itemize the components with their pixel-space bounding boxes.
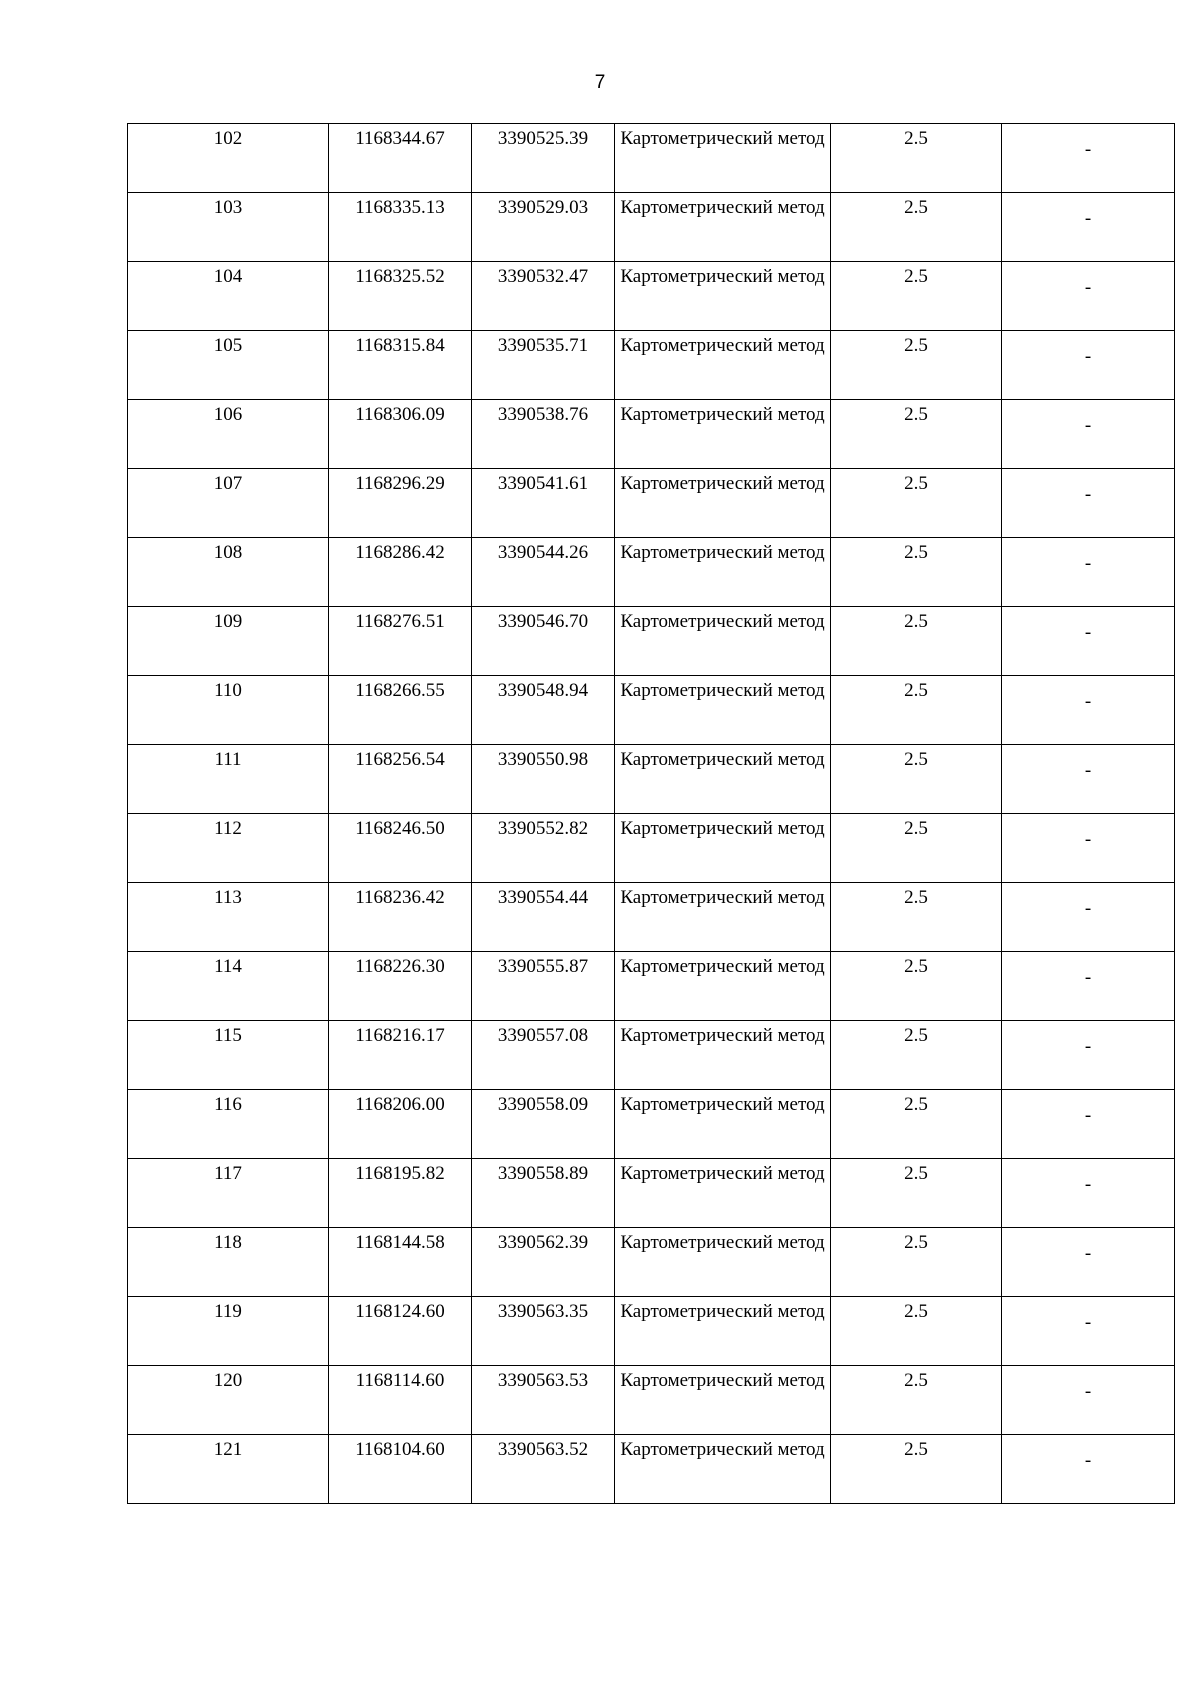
point-number-cell (128, 607, 329, 676)
note-cell (1002, 400, 1175, 469)
note: - (1084, 1173, 1092, 1195)
accuracy-cell (831, 193, 1002, 262)
x-coordinate: 1168335.13 (355, 197, 445, 218)
y-coordinate-cell (472, 883, 615, 952)
point-number: 104 (213, 266, 243, 287)
note-cell (1002, 193, 1175, 262)
y-coordinate-cell (472, 124, 615, 193)
note-cell (1002, 1159, 1175, 1228)
x-coordinate-cell (329, 538, 472, 607)
accuracy-cell (831, 1228, 1002, 1297)
note: - (1084, 1104, 1092, 1126)
point-number: 110 (214, 680, 242, 701)
x-coordinate-cell (329, 124, 472, 193)
accuracy: 2.5 (904, 335, 928, 356)
y-coordinate: 3390529.03 (497, 197, 589, 218)
table-row (128, 607, 1175, 676)
point-number-cell (128, 745, 329, 814)
method-cell (615, 469, 831, 538)
x-coordinate-cell (329, 1090, 472, 1159)
method-cell (615, 952, 831, 1021)
note-cell (1002, 1021, 1175, 1090)
x-coordinate: 1168195.82 (355, 1163, 445, 1184)
note: - (1084, 276, 1092, 298)
y-coordinate: 3390554.44 (497, 887, 589, 908)
method-cell (615, 1366, 831, 1435)
point-number-cell (128, 1228, 329, 1297)
x-coordinate-cell (329, 1228, 472, 1297)
point-number-cell (128, 469, 329, 538)
point-number: 103 (213, 197, 243, 218)
point-number-cell (128, 1297, 329, 1366)
y-coordinate: 3390563.35 (497, 1301, 589, 1322)
y-coordinate: 3390563.52 (497, 1439, 589, 1460)
y-coordinate-cell (472, 1435, 615, 1504)
y-coordinate-cell (472, 745, 615, 814)
method: Картометрический метод (620, 542, 825, 563)
y-coordinate-cell (472, 262, 615, 331)
point-number: 120 (213, 1370, 243, 1391)
method: Картометрический метод (620, 887, 825, 908)
point-number-cell (128, 124, 329, 193)
y-coordinate-cell (472, 1366, 615, 1435)
note: - (1084, 483, 1092, 505)
accuracy: 2.5 (904, 1370, 928, 1391)
method-cell (615, 124, 831, 193)
point-number: 116 (214, 1094, 242, 1115)
point-number: 115 (214, 1025, 242, 1046)
accuracy-cell (831, 400, 1002, 469)
y-coordinate-cell (472, 1228, 615, 1297)
table-row (128, 538, 1175, 607)
accuracy-cell (831, 1366, 1002, 1435)
table-row (128, 676, 1175, 745)
accuracy: 2.5 (904, 611, 928, 632)
accuracy-cell (831, 331, 1002, 400)
accuracy: 2.5 (904, 266, 928, 287)
method-cell (615, 1021, 831, 1090)
y-coordinate: 3390525.39 (497, 128, 589, 149)
table-row (128, 331, 1175, 400)
point-number: 114 (214, 956, 242, 977)
point-number-cell (128, 400, 329, 469)
accuracy: 2.5 (904, 887, 928, 908)
note: - (1084, 138, 1092, 160)
y-coordinate-cell (472, 1297, 615, 1366)
note-cell (1002, 124, 1175, 193)
y-coordinate: 3390535.71 (497, 335, 589, 356)
x-coordinate-cell (329, 193, 472, 262)
y-coordinate-cell (472, 400, 615, 469)
accuracy-cell (831, 538, 1002, 607)
y-coordinate: 3390546.70 (497, 611, 589, 632)
y-coordinate-cell (472, 676, 615, 745)
x-coordinate: 1168206.00 (355, 1094, 445, 1115)
point-number: 112 (214, 818, 242, 839)
x-coordinate-cell (329, 745, 472, 814)
method-cell (615, 193, 831, 262)
x-coordinate: 1168236.42 (355, 887, 445, 908)
method: Картометрический метод (620, 680, 825, 701)
table-row (128, 814, 1175, 883)
note-cell (1002, 469, 1175, 538)
x-coordinate: 1168306.09 (355, 404, 445, 425)
y-coordinate: 3390558.89 (497, 1163, 589, 1184)
point-number-cell (128, 952, 329, 1021)
note: - (1084, 966, 1092, 988)
accuracy: 2.5 (904, 128, 928, 149)
note: - (1084, 828, 1092, 850)
method-cell (615, 814, 831, 883)
x-coordinate-cell (329, 1366, 472, 1435)
accuracy-cell (831, 676, 1002, 745)
method-cell (615, 607, 831, 676)
y-coordinate: 3390538.76 (497, 404, 589, 425)
note-cell (1002, 1366, 1175, 1435)
note-cell (1002, 1297, 1175, 1366)
point-number: 105 (213, 335, 243, 356)
y-coordinate-cell (472, 193, 615, 262)
note: - (1084, 690, 1092, 712)
accuracy-cell (831, 883, 1002, 952)
accuracy-cell (831, 814, 1002, 883)
table-row (128, 883, 1175, 952)
method-cell (615, 1159, 831, 1228)
note-cell (1002, 1435, 1175, 1504)
note-cell (1002, 883, 1175, 952)
accuracy: 2.5 (904, 1232, 928, 1253)
accuracy: 2.5 (904, 1439, 928, 1460)
method: Картометрический метод (620, 404, 825, 425)
note: - (1084, 1449, 1092, 1471)
y-coordinate-cell (472, 814, 615, 883)
x-coordinate-cell (329, 400, 472, 469)
x-coordinate: 1168325.52 (355, 266, 445, 287)
accuracy-cell (831, 745, 1002, 814)
x-coordinate-cell (329, 607, 472, 676)
y-coordinate: 3390544.26 (497, 542, 589, 563)
point-number-cell (128, 331, 329, 400)
accuracy: 2.5 (904, 473, 928, 494)
x-coordinate: 1168246.50 (355, 818, 445, 839)
accuracy-cell (831, 469, 1002, 538)
accuracy-cell (831, 1021, 1002, 1090)
x-coordinate: 1168315.84 (355, 335, 445, 356)
point-number: 108 (213, 542, 243, 563)
method: Картометрический метод (620, 1439, 825, 1460)
table-row (128, 193, 1175, 262)
x-coordinate: 1168256.54 (355, 749, 445, 770)
point-number-cell (128, 883, 329, 952)
y-coordinate-cell (472, 538, 615, 607)
method-cell (615, 883, 831, 952)
accuracy: 2.5 (904, 1025, 928, 1046)
x-coordinate-cell (329, 1435, 472, 1504)
note: - (1084, 1035, 1092, 1057)
x-coordinate-cell (329, 952, 472, 1021)
y-coordinate: 3390562.39 (497, 1232, 589, 1253)
accuracy: 2.5 (904, 542, 928, 563)
x-coordinate-cell (329, 676, 472, 745)
method-cell (615, 331, 831, 400)
point-number: 106 (213, 404, 243, 425)
x-coordinate: 1168104.60 (355, 1439, 445, 1460)
method: Картометрический метод (620, 335, 825, 356)
note: - (1084, 897, 1092, 919)
point-number-cell (128, 538, 329, 607)
accuracy-cell (831, 1435, 1002, 1504)
y-coordinate: 3390532.47 (497, 266, 589, 287)
method: Картометрический метод (620, 818, 825, 839)
point-number-cell (128, 193, 329, 262)
method: Картометрический метод (620, 1370, 825, 1391)
table-row (128, 124, 1175, 193)
x-coordinate-cell (329, 1159, 472, 1228)
note: - (1084, 621, 1092, 643)
table-row (128, 952, 1175, 1021)
note-cell (1002, 745, 1175, 814)
method-cell (615, 400, 831, 469)
method-cell (615, 676, 831, 745)
point-number: 111 (214, 749, 242, 770)
note: - (1084, 414, 1092, 436)
method: Картометрический метод (620, 266, 825, 287)
x-coordinate: 1168144.58 (355, 1232, 445, 1253)
method: Картометрический метод (620, 1163, 825, 1184)
table-row (128, 469, 1175, 538)
x-coordinate: 1168114.60 (355, 1370, 445, 1391)
y-coordinate-cell (472, 952, 615, 1021)
accuracy-cell (831, 1090, 1002, 1159)
method: Картометрический метод (620, 956, 825, 977)
note-cell (1002, 676, 1175, 745)
point-number: 119 (214, 1301, 242, 1322)
x-coordinate-cell (329, 883, 472, 952)
point-number: 117 (214, 1163, 242, 1184)
accuracy: 2.5 (904, 749, 928, 770)
note-cell (1002, 952, 1175, 1021)
accuracy: 2.5 (904, 680, 928, 701)
x-coordinate: 1168276.51 (355, 611, 445, 632)
accuracy-cell (831, 1159, 1002, 1228)
accuracy-cell (831, 262, 1002, 331)
method: Картометрический метод (620, 1094, 825, 1115)
point-number-cell (128, 1366, 329, 1435)
point-number-cell (128, 1021, 329, 1090)
x-coordinate-cell (329, 331, 472, 400)
x-coordinate-cell (329, 262, 472, 331)
note: - (1084, 1380, 1092, 1402)
point-number: 121 (213, 1439, 243, 1460)
y-coordinate: 3390550.98 (497, 749, 589, 770)
table-row (128, 1366, 1175, 1435)
accuracy: 2.5 (904, 1301, 928, 1322)
table-row (128, 1228, 1175, 1297)
accuracy: 2.5 (904, 956, 928, 977)
table-row (128, 1090, 1175, 1159)
coordinates-table (127, 123, 1175, 1504)
table-row (128, 745, 1175, 814)
y-coordinate: 3390541.61 (497, 473, 589, 494)
point-number: 109 (213, 611, 243, 632)
accuracy: 2.5 (904, 818, 928, 839)
accuracy-cell (831, 952, 1002, 1021)
y-coordinate-cell (472, 331, 615, 400)
y-coordinate-cell (472, 1021, 615, 1090)
point-number: 118 (214, 1232, 242, 1253)
table-row (128, 262, 1175, 331)
point-number-cell (128, 676, 329, 745)
method: Картометрический метод (620, 1025, 825, 1046)
accuracy: 2.5 (904, 1094, 928, 1115)
x-coordinate: 1168286.42 (355, 542, 445, 563)
method: Картометрический метод (620, 473, 825, 494)
point-number-cell (128, 262, 329, 331)
point-number: 113 (214, 887, 242, 908)
note-cell (1002, 607, 1175, 676)
method: Картометрический метод (620, 749, 825, 770)
point-number-cell (128, 1090, 329, 1159)
y-coordinate-cell (472, 607, 615, 676)
note-cell (1002, 814, 1175, 883)
page-number: 7 (594, 72, 606, 93)
accuracy: 2.5 (904, 197, 928, 218)
table-row (128, 1435, 1175, 1504)
method: Картометрический метод (620, 1301, 825, 1322)
y-coordinate: 3390557.08 (497, 1025, 589, 1046)
method-cell (615, 262, 831, 331)
coordinates-table-body (128, 124, 1175, 1504)
x-coordinate: 1168216.17 (355, 1025, 445, 1046)
y-coordinate: 3390558.09 (497, 1094, 589, 1115)
x-coordinate: 1168344.67 (355, 128, 445, 149)
x-coordinate: 1168124.60 (355, 1301, 445, 1322)
x-coordinate-cell (329, 1021, 472, 1090)
note: - (1084, 759, 1092, 781)
method-cell (615, 1435, 831, 1504)
note-cell (1002, 1090, 1175, 1159)
method-cell (615, 1297, 831, 1366)
note-cell (1002, 262, 1175, 331)
note-cell (1002, 331, 1175, 400)
y-coordinate-cell (472, 469, 615, 538)
accuracy-cell (831, 607, 1002, 676)
y-coordinate: 3390548.94 (497, 680, 589, 701)
point-number: 102 (213, 128, 243, 149)
note: - (1084, 1242, 1092, 1264)
table-row (128, 1159, 1175, 1228)
accuracy: 2.5 (904, 404, 928, 425)
method-cell (615, 745, 831, 814)
point-number-cell (128, 1159, 329, 1228)
point-number: 107 (213, 473, 243, 494)
method: Картометрический метод (620, 128, 825, 149)
x-coordinate: 1168266.55 (355, 680, 445, 701)
note: - (1084, 345, 1092, 367)
x-coordinate-cell (329, 814, 472, 883)
point-number-cell (128, 1435, 329, 1504)
method-cell (615, 1090, 831, 1159)
accuracy-cell (831, 1297, 1002, 1366)
y-coordinate: 3390552.82 (497, 818, 589, 839)
method: Картометрический метод (620, 611, 825, 632)
note: - (1084, 1311, 1092, 1333)
method-cell (615, 1228, 831, 1297)
note-cell (1002, 538, 1175, 607)
y-coordinate-cell (472, 1159, 615, 1228)
note-cell (1002, 1228, 1175, 1297)
x-coordinate-cell (329, 469, 472, 538)
x-coordinate: 1168226.30 (355, 956, 445, 977)
table-row (128, 400, 1175, 469)
table-row (128, 1297, 1175, 1366)
x-coordinate-cell (329, 1297, 472, 1366)
accuracy: 2.5 (904, 1163, 928, 1184)
method: Картометрический метод (620, 1232, 825, 1253)
method: Картометрический метод (620, 197, 825, 218)
method-cell (615, 538, 831, 607)
accuracy-cell (831, 124, 1002, 193)
y-coordinate-cell (472, 1090, 615, 1159)
y-coordinate: 3390555.87 (497, 956, 589, 977)
y-coordinate: 3390563.53 (497, 1370, 589, 1391)
table-row (128, 1021, 1175, 1090)
x-coordinate: 1168296.29 (355, 473, 445, 494)
note: - (1084, 207, 1092, 229)
point-number-cell (128, 814, 329, 883)
note: - (1084, 552, 1092, 574)
